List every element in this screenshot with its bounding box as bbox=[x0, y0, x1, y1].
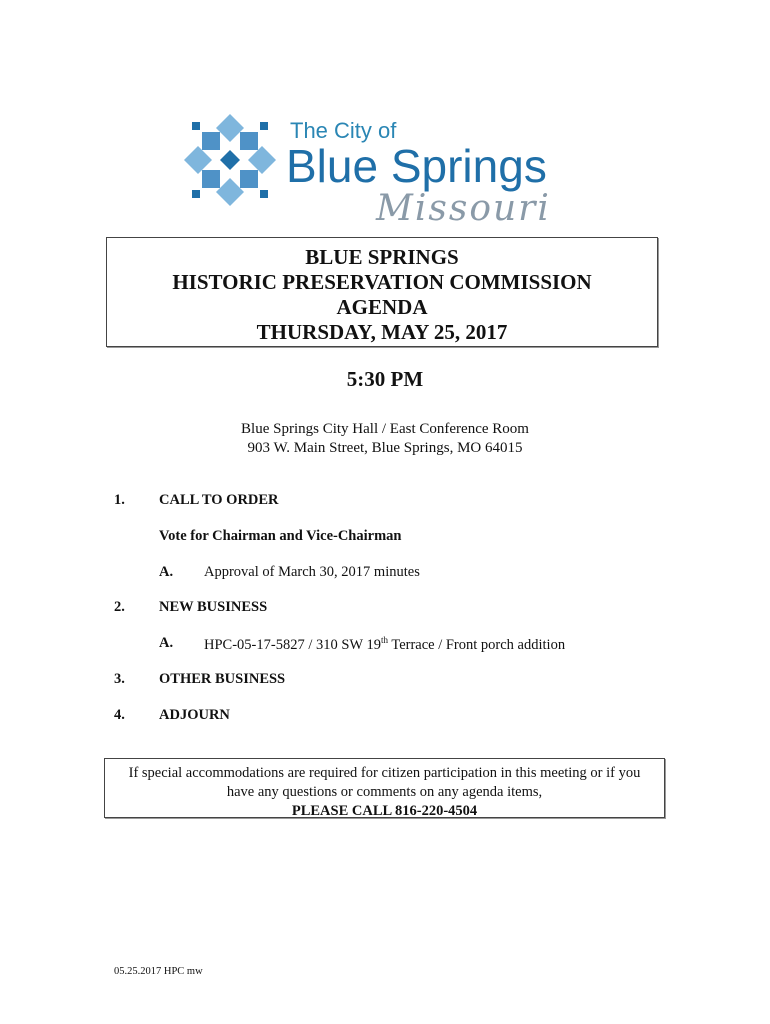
agenda-item-3-number: 3. bbox=[114, 671, 125, 687]
agenda-item-3-title: OTHER BUSINESS bbox=[159, 671, 286, 687]
location-line1: Blue Springs City Hall / East Conference Room bbox=[241, 421, 529, 437]
snowflake-icon bbox=[184, 114, 276, 206]
footer-reference: 05.25.2017 HPC mw bbox=[114, 966, 203, 977]
notice-line1: If special accommodations are required for citizen participation in this meeting or if you bbox=[128, 765, 641, 781]
notice-line2: have any questions or comments on any agenda items, bbox=[226, 784, 543, 800]
agenda-item-1a-letter: A. bbox=[159, 564, 174, 580]
header-line4: THURSDAY, MAY 25, 2017 bbox=[256, 320, 508, 344]
city-logo-graphic bbox=[178, 112, 598, 230]
agenda-item-1a-text: Approval of March 30, 2017 minutes bbox=[204, 564, 420, 580]
agenda-item-2-title: NEW BUSINESS bbox=[159, 599, 268, 615]
agenda-item-2a-sup: th bbox=[380, 635, 388, 645]
notice-phone: PLEASE CALL 816-220-4504 bbox=[291, 803, 478, 819]
agenda-item-1-number: 1. bbox=[114, 492, 125, 508]
meeting-time: 5:30 PM bbox=[346, 367, 424, 391]
logo-line1: The City of bbox=[290, 118, 397, 143]
agenda-item-4-title: ADJOURN bbox=[159, 707, 230, 723]
meeting-location bbox=[0, 420, 770, 458]
agenda-item-1-title: CALL TO ORDER bbox=[159, 492, 279, 508]
city-logo bbox=[178, 112, 598, 230]
logo-line2: Blue Springs bbox=[286, 140, 547, 192]
location-line2: 903 W. Main Street, Blue Springs, MO 64015 bbox=[247, 440, 523, 456]
agenda-item-1-note: Vote for Chairman and Vice-Chairman bbox=[159, 528, 402, 544]
accommodations-notice bbox=[104, 758, 665, 818]
agenda-item-4-number: 4. bbox=[114, 707, 125, 723]
agenda-item-2a-pre: HPC-05-17-5827 / 310 SW 19 bbox=[204, 636, 381, 653]
logo-line3: Missouri bbox=[376, 188, 551, 229]
header-line3: AGENDA bbox=[336, 295, 428, 319]
header-box bbox=[106, 237, 658, 347]
header-line1: BLUE SPRINGS bbox=[305, 245, 459, 269]
agenda-item-2a-text bbox=[204, 635, 565, 654]
agenda-item-2-number: 2. bbox=[114, 599, 125, 615]
agenda-item-2a-letter: A. bbox=[159, 635, 174, 651]
header-line2: HISTORIC PRESERVATION COMMISSION bbox=[172, 270, 592, 294]
agenda-item-2a-post: Terrace / Front porch addition bbox=[387, 636, 566, 653]
